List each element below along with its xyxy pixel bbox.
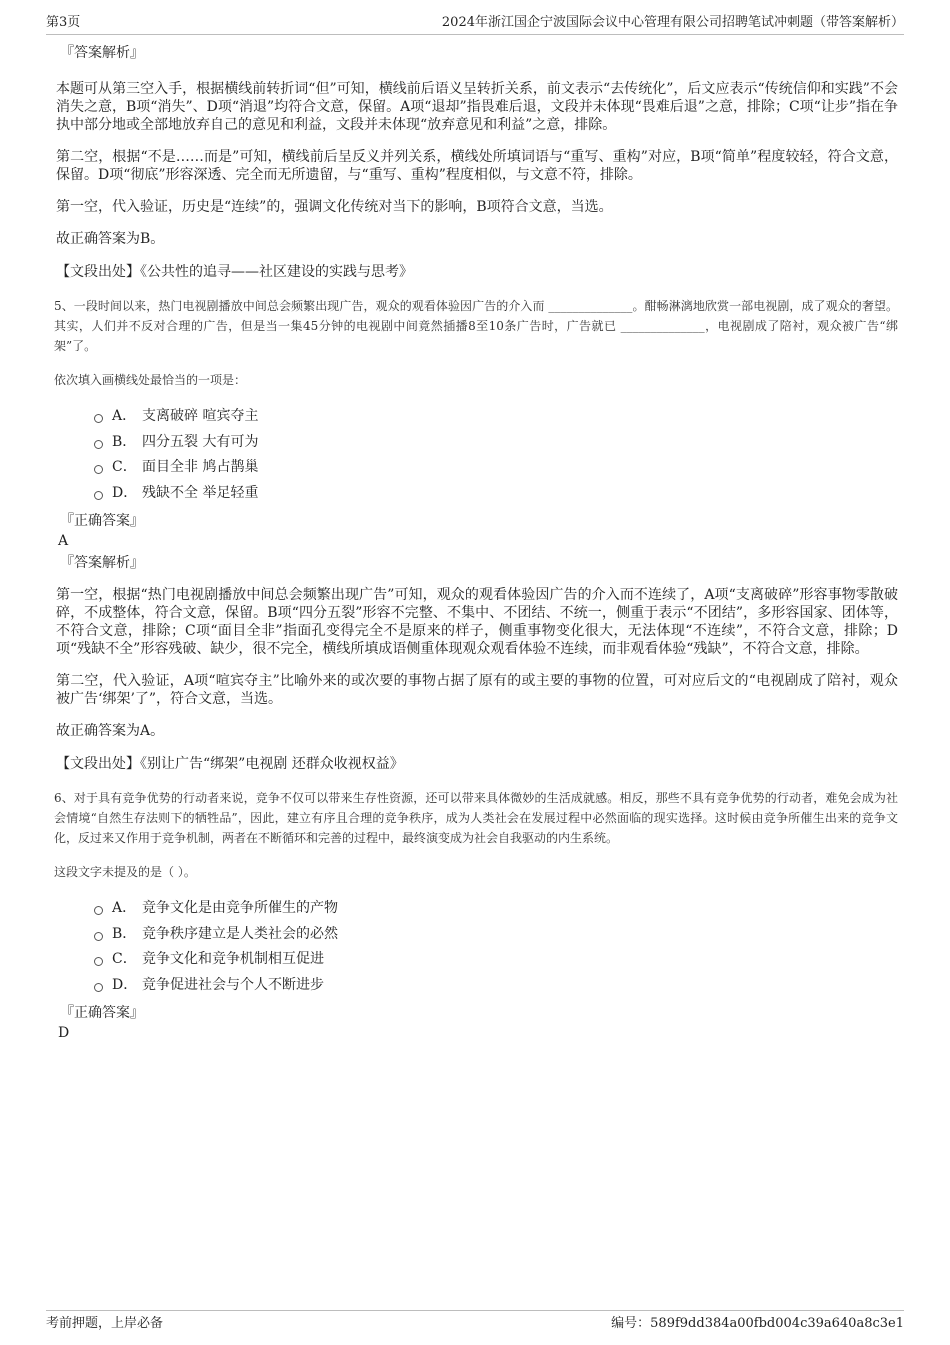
q5-question-text: 5、一段时间以来，热门电视剧播放中间总会频繁出现广告，观众的观看体验因广告的介入而 ______________。酣畅淋漓地欣赏一部电视剧，成了观众的奢望。其实，人们并不反对合理的广告，但是当一集45分钟的电视剧中间竟然插播8至10条广告时，广告就已 ______________，电视剧成了陪衬，观众被广告“绑架”了。 — [54, 299, 898, 353]
option-text: 竞争秩序建立是人类社会的必然 — [142, 925, 338, 942]
option-letter: A． — [112, 900, 137, 916]
q6-question-text: 6、对于具有竞争优势的行动者来说，竞争不仅可以带来生存性资源，还可以带来具体微妙的生活成就感。相反，那些不具有竞争优势的行动者，难免会成为社会情境“自然生存法则下的牺牲品”，因此，建立有序且合理的竞争秩序，成为人类社会在发展过程中必然面临的现实选择。这时候由竞争所催生出来的竞争文化，反过来又作用于竞争机制，两者在不断循环和完善的过程中，最终演变成为社会自我驱动的内生系统。 — [54, 791, 898, 845]
q6-options — [94, 896, 898, 998]
document-id: 编号：589f9dd384a00fbd004c39a640a8c3e1 — [611, 1316, 904, 1331]
option-text: 面目全非 鸠占鹊巢 — [142, 459, 259, 475]
page-header — [46, 12, 904, 35]
radio-icon[interactable] — [94, 414, 103, 423]
q5-source: 【文段出处】《别让广告“绑架”电视剧 还群众收视权益》 — [56, 756, 404, 772]
q4-analysis-para-1: 本题可从第三空入手，根据横线前转折词“但”可知，横线前后语义呈转折关系，前文表示“去传统化”，后文应表示“传统信仰和实践”不会消失之意，B项“消失”、D项“消退”均符合文意，保留。A项“退却”指畏难后退，文段并未体现“畏难后退”之意，排除；C项“让步”指在争执中部分地或全部地放弃自己的意见和利益，文段并未体现“放弃意见和利益”之意，排除。 — [56, 81, 898, 133]
q5-option-c[interactable] — [94, 455, 898, 481]
page-content — [56, 42, 898, 1044]
q6-option-b[interactable] — [94, 922, 898, 948]
option-text: 竞争文化是由竞争所催生的产物 — [142, 900, 338, 916]
footer-slogan: 考前押题，上岸必备 — [46, 1316, 164, 1331]
q6-option-c[interactable] — [94, 947, 898, 973]
q6-option-d[interactable] — [94, 973, 898, 999]
page-number: 第3页 — [46, 15, 81, 30]
radio-icon[interactable] — [94, 957, 103, 966]
q5-analysis-label: 『答案解析』 — [60, 555, 144, 571]
radio-icon[interactable] — [94, 440, 103, 449]
q6-answer-value: D — [58, 1025, 70, 1041]
q5-analysis-para-2: 第二空，代入验证，A项“喧宾夺主”比喻外来的或次要的事物占据了原有的或主要的事物的位置，可对应后文的“电视剧成了陪衬，观众被广告‘绑架’了”，符合文意，当选。 — [56, 673, 898, 707]
option-letter: B． — [112, 433, 137, 450]
q5-option-a[interactable] — [94, 404, 898, 430]
q4-conclusion: 故正确答案为B。 — [56, 231, 165, 247]
option-letter: D． — [112, 484, 138, 501]
radio-icon[interactable] — [94, 491, 103, 500]
q5-options — [94, 404, 898, 506]
option-letter: D． — [112, 976, 138, 993]
q5-analysis-para-1: 第一空，根据“热门电视剧播放中间总会频繁出现广告”可知，观众的观看体验因广告的介入而不连续了，A项“支离破碎”形容事物零散破碎，不成整体，符合文意，保留。B项“四分五裂”形容不完整、不集中、不团结、不统一，侧重于表示“不团结”，多形容国家、团体等，不符合文意，排除；C项“面目全非”指面孔变得完全不是原来的样子，侧重事物变化很大，无法体现“不连续”，不符合文意，排除；D项“残缺不全”形容残破、缺少，很不完全，横线所填成语侧重体现观众观看体验不连续，而非观看体验“残缺”，不符合文意，排除。 — [56, 587, 898, 657]
q5-answer-label: 『正确答案』 — [60, 513, 144, 529]
option-letter: B． — [112, 925, 137, 942]
q6-answer-label: 『正确答案』 — [60, 1005, 144, 1021]
document-title: 2024年浙江国企宁波国际会议中心管理有限公司招聘笔试冲刺题（带答案解析） — [441, 15, 904, 30]
radio-icon[interactable] — [94, 465, 103, 474]
q5-option-d[interactable] — [94, 481, 898, 507]
q4-analysis-para-3: 第一空，代入验证，历史是“连续”的，强调文化传统对当下的影响，B项符合文意，当选。 — [56, 199, 613, 215]
q6-prompt: 这段文字未提及的是（ ）。 — [54, 865, 196, 879]
q5-answer-value: A — [58, 533, 69, 549]
radio-icon[interactable] — [94, 983, 103, 992]
q4-source: 【文段出处】《公共性的追寻——社区建设的实践与思考》 — [56, 264, 413, 280]
q5-conclusion: 故正确答案为A。 — [56, 723, 165, 739]
page-footer — [46, 1310, 904, 1335]
option-text: 四分五裂 大有可为 — [142, 433, 259, 450]
option-letter: C． — [112, 459, 137, 475]
q5-option-b[interactable] — [94, 430, 898, 456]
radio-icon[interactable] — [94, 906, 103, 915]
option-text: 竞争促进社会与个人不断进步 — [142, 976, 324, 993]
option-letter: C． — [112, 951, 137, 967]
q4-analysis-label: 『答案解析』 — [60, 45, 144, 61]
option-letter: A． — [112, 408, 137, 424]
q6-option-a[interactable] — [94, 896, 898, 922]
option-text: 支离破碎 喧宾夺主 — [142, 408, 259, 424]
q4-analysis-para-2: 第二空，根据“不是……而是”可知，横线前后呈反义并列关系，横线处所填词语与“重写、重构”对应，B项“简单”程度较轻，符合文意，保留。D项“彻底”形容深透、完全而无所遗留，与“重写、重构”程度相似，与文意不符，排除。 — [56, 149, 898, 183]
radio-icon[interactable] — [94, 932, 103, 941]
q5-prompt: 依次填入画横线处最恰当的一项是： — [54, 373, 247, 387]
option-text: 竞争文化和竞争机制相互促进 — [142, 951, 324, 967]
option-text: 残缺不全 举足轻重 — [142, 484, 259, 501]
